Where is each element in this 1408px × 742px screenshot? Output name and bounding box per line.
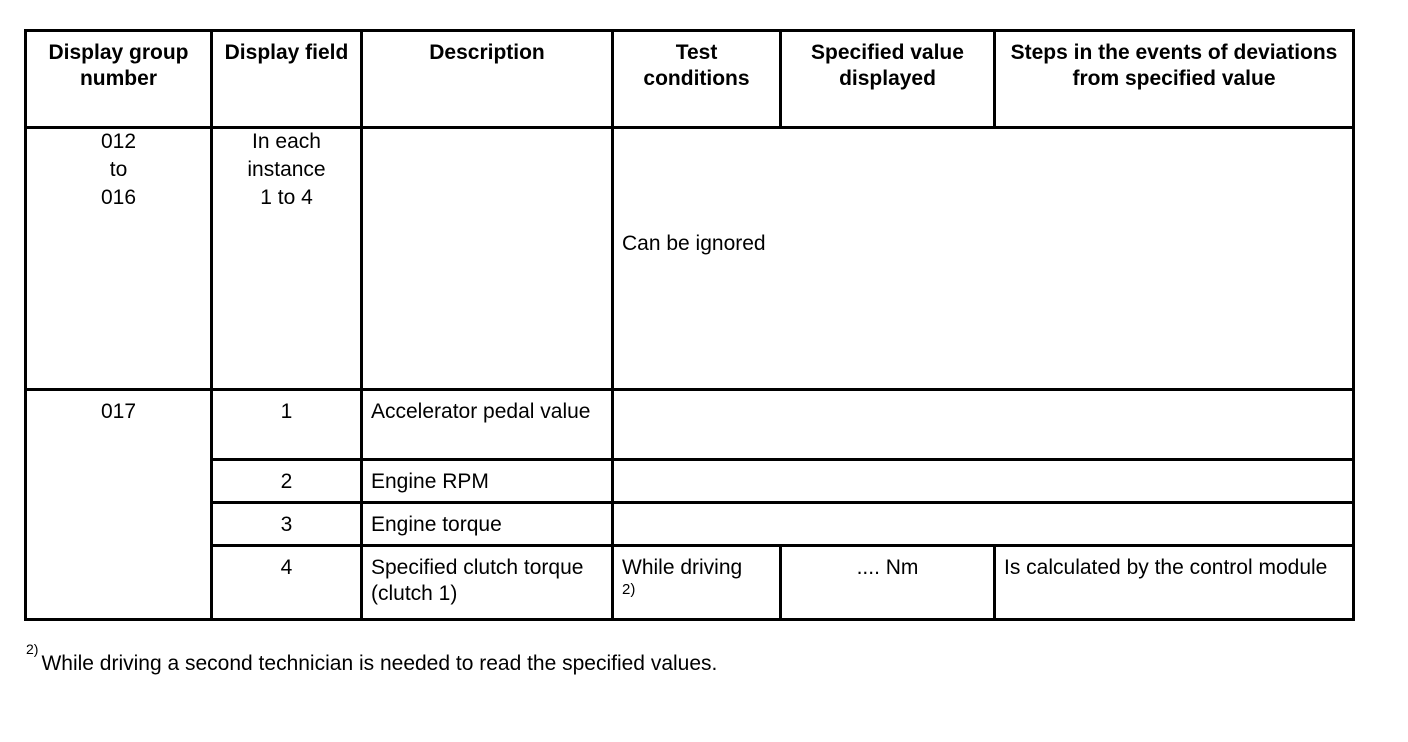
test-conditions-cell	[613, 546, 781, 620]
description-cell: Specified clutch torque (clutch 1)	[362, 546, 613, 620]
specified-value-cell: .... Nm	[781, 546, 995, 620]
display-field-cell: 3	[212, 503, 362, 546]
table-row-017-1	[26, 390, 1354, 460]
table-row-012-016	[26, 128, 1354, 390]
description-cell: Accelerator pedal value	[362, 390, 613, 460]
header-test-conditions: Test conditions	[613, 31, 781, 128]
display-field-line-1: In each	[252, 130, 321, 153]
empty-cell	[613, 503, 1354, 546]
display-field-cell-012-016	[212, 128, 362, 390]
display-field-line-2: instance	[247, 158, 326, 181]
description-cell: Engine torque	[362, 503, 613, 546]
group-number-cell-017: 017	[26, 390, 212, 620]
display-field-cell: 1	[212, 390, 362, 460]
measured-values-table	[24, 29, 1355, 621]
description-cell: Engine RPM	[362, 460, 613, 503]
header-description: Description	[362, 31, 613, 128]
footnote-text: While driving a second technician is needed to read the specified values.	[41, 652, 718, 675]
footnote	[26, 641, 718, 677]
description-cell-012-016	[362, 128, 613, 390]
table-row-017-2	[26, 460, 1354, 503]
display-field-line-3: 1 to 4	[260, 186, 313, 209]
footnote-reference: 2)	[622, 581, 636, 598]
display-field-cell: 4	[212, 546, 362, 620]
test-conditions-text: While driving	[622, 556, 743, 579]
group-number-end: 016	[100, 186, 137, 209]
note-cell-012-016	[613, 128, 1354, 390]
empty-cell	[613, 390, 1354, 460]
group-number-cell-012-016	[26, 128, 212, 390]
empty-cell	[613, 460, 1354, 503]
table-row-017-4	[26, 546, 1354, 620]
header-display-field: Display field	[212, 31, 362, 128]
table-row-017-3	[26, 503, 1354, 546]
header-specified-value-displayed: Specified value displayed	[781, 31, 995, 128]
can-be-ignored-text: Can be ignored	[622, 231, 766, 255]
table-header-row	[26, 31, 1354, 128]
display-field-cell: 2	[212, 460, 362, 503]
group-number-start: 012	[100, 130, 137, 153]
header-display-group-number: Display group number	[26, 31, 212, 128]
group-number-to: to	[109, 158, 128, 181]
header-steps-deviation: Steps in the events of deviations from specified value	[995, 31, 1354, 128]
footnote-marker: 2)	[26, 641, 39, 657]
steps-cell: Is calculated by the control module	[995, 546, 1354, 620]
